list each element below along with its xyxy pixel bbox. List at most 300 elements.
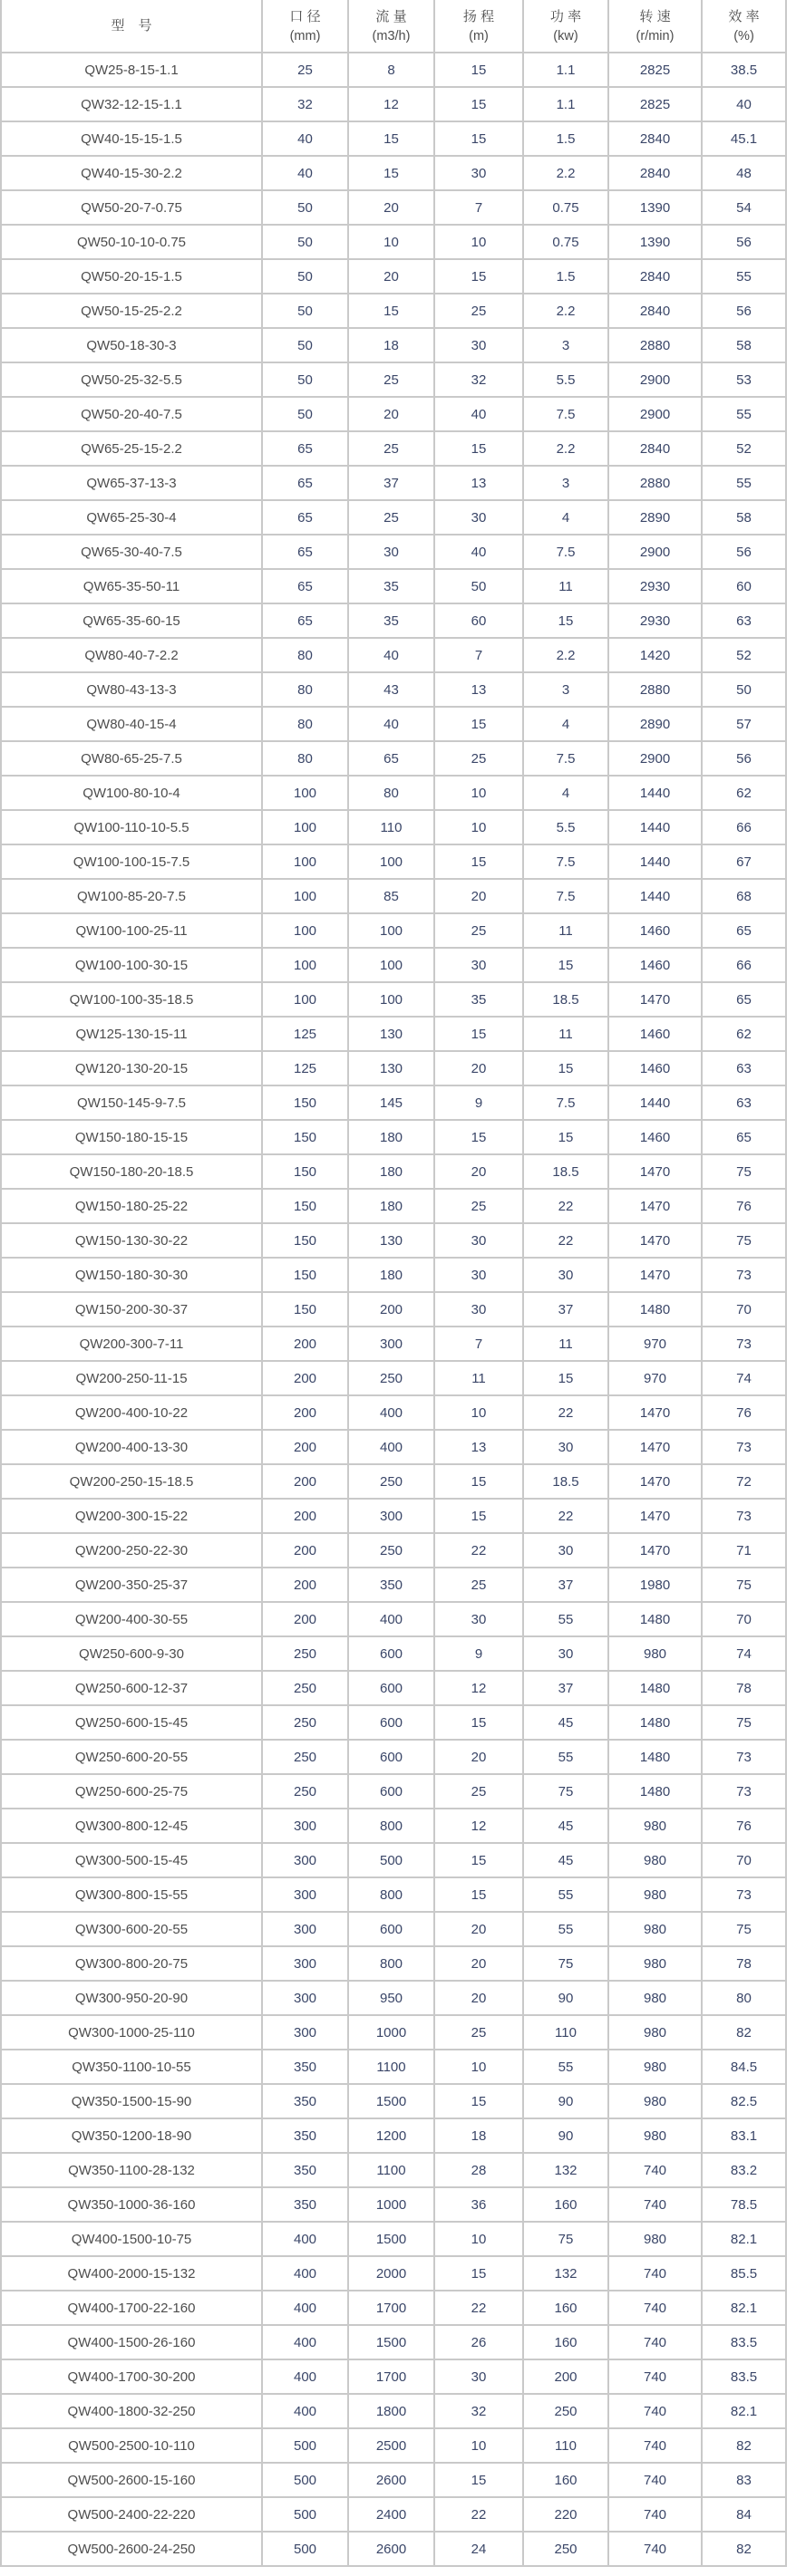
value-cell-flow: 250 xyxy=(348,1464,434,1499)
value-cell-flow: 15 xyxy=(348,156,434,190)
value-cell-power: 1.1 xyxy=(523,87,608,121)
value-cell-speed: 1460 xyxy=(608,1017,702,1051)
value-cell-head: 15 xyxy=(434,431,523,466)
value-cell-speed: 1470 xyxy=(608,1533,702,1568)
value-cell-speed: 980 xyxy=(608,2015,702,2050)
value-cell-diameter: 350 xyxy=(262,2187,348,2222)
value-cell-flow: 180 xyxy=(348,1258,434,1292)
model-cell: QW200-250-11-15 xyxy=(1,1361,262,1395)
value-cell-head: 10 xyxy=(434,810,523,844)
table-row xyxy=(1,2084,786,2118)
value-cell-efficiency: 73 xyxy=(702,1327,786,1361)
value-cell-head: 32 xyxy=(434,362,523,397)
value-cell-efficiency: 38.5 xyxy=(702,53,786,87)
table-row xyxy=(1,1740,786,1774)
value-cell-speed: 1470 xyxy=(608,1154,702,1189)
table-row xyxy=(1,707,786,741)
model-cell: QW350-1100-10-55 xyxy=(1,2050,262,2084)
model-cell: QW250-600-20-55 xyxy=(1,1740,262,1774)
value-cell-speed: 2880 xyxy=(608,672,702,707)
value-cell-diameter: 150 xyxy=(262,1258,348,1292)
value-cell-head: 15 xyxy=(434,844,523,879)
value-cell-speed: 2840 xyxy=(608,259,702,294)
value-cell-head: 25 xyxy=(434,913,523,948)
table-row xyxy=(1,1981,786,2015)
table-row xyxy=(1,1464,786,1499)
value-cell-speed: 2930 xyxy=(608,603,702,638)
table-row xyxy=(1,1189,786,1223)
value-cell-power: 4 xyxy=(523,500,608,535)
value-cell-diameter: 40 xyxy=(262,156,348,190)
value-cell-power: 160 xyxy=(523,2187,608,2222)
value-cell-diameter: 80 xyxy=(262,638,348,672)
value-cell-speed: 1440 xyxy=(608,810,702,844)
table-row xyxy=(1,1085,786,1120)
table-row xyxy=(1,1017,786,1051)
value-cell-speed: 980 xyxy=(608,1636,702,1671)
value-cell-diameter: 400 xyxy=(262,2222,348,2256)
value-cell-efficiency: 73 xyxy=(702,1877,786,1912)
value-cell-efficiency: 73 xyxy=(702,1774,786,1809)
value-cell-speed: 970 xyxy=(608,1361,702,1395)
table-row xyxy=(1,225,786,259)
value-cell-power: 2.2 xyxy=(523,294,608,328)
value-cell-diameter: 300 xyxy=(262,1877,348,1912)
value-cell-flow: 20 xyxy=(348,397,434,431)
value-cell-efficiency: 80 xyxy=(702,1981,786,2015)
value-cell-power: 45 xyxy=(523,1705,608,1740)
model-cell: QW100-100-15-7.5 xyxy=(1,844,262,879)
table-row xyxy=(1,1499,786,1533)
table-row xyxy=(1,638,786,672)
value-cell-diameter: 250 xyxy=(262,1705,348,1740)
value-cell-speed: 2930 xyxy=(608,569,702,603)
value-cell-power: 5.5 xyxy=(523,362,608,397)
value-cell-diameter: 100 xyxy=(262,948,348,982)
value-cell-power: 250 xyxy=(523,2532,608,2566)
column-header-speed xyxy=(608,0,702,53)
value-cell-speed: 970 xyxy=(608,1327,702,1361)
value-cell-efficiency: 58 xyxy=(702,328,786,362)
value-cell-speed: 2900 xyxy=(608,397,702,431)
value-cell-efficiency: 82.5 xyxy=(702,2084,786,2118)
value-cell-head: 30 xyxy=(434,1223,523,1258)
value-cell-flow: 180 xyxy=(348,1120,434,1154)
table-row xyxy=(1,1533,786,1568)
value-cell-efficiency: 73 xyxy=(702,1499,786,1533)
value-cell-speed: 1460 xyxy=(608,948,702,982)
value-cell-head: 11 xyxy=(434,1361,523,1395)
value-cell-diameter: 50 xyxy=(262,190,348,225)
value-cell-efficiency: 74 xyxy=(702,1361,786,1395)
value-cell-efficiency: 66 xyxy=(702,948,786,982)
value-cell-efficiency: 63 xyxy=(702,1085,786,1120)
model-cell: QW400-1500-10-75 xyxy=(1,2222,262,2256)
model-cell: QW300-800-20-75 xyxy=(1,1946,262,1981)
column-header-model xyxy=(1,0,262,53)
value-cell-head: 13 xyxy=(434,466,523,500)
value-cell-diameter: 200 xyxy=(262,1464,348,1499)
value-cell-power: 11 xyxy=(523,569,608,603)
value-cell-power: 2.2 xyxy=(523,156,608,190)
value-cell-efficiency: 82 xyxy=(702,2015,786,2050)
value-cell-head: 20 xyxy=(434,879,523,913)
model-cell: QW50-10-10-0.75 xyxy=(1,225,262,259)
value-cell-efficiency: 83 xyxy=(702,2463,786,2497)
value-cell-efficiency: 45.1 xyxy=(702,121,786,156)
value-cell-power: 18.5 xyxy=(523,1154,608,1189)
value-cell-flow: 20 xyxy=(348,190,434,225)
model-cell: QW300-950-20-90 xyxy=(1,1981,262,2015)
value-cell-diameter: 65 xyxy=(262,500,348,535)
value-cell-speed: 1390 xyxy=(608,190,702,225)
value-cell-head: 10 xyxy=(434,2222,523,2256)
value-cell-speed: 1470 xyxy=(608,1258,702,1292)
value-cell-flow: 2000 xyxy=(348,2256,434,2291)
value-cell-power: 132 xyxy=(523,2153,608,2187)
model-cell: QW400-2000-15-132 xyxy=(1,2256,262,2291)
model-cell: QW120-130-20-15 xyxy=(1,1051,262,1085)
value-cell-speed: 2900 xyxy=(608,741,702,776)
value-cell-power: 22 xyxy=(523,1395,608,1430)
value-cell-efficiency: 55 xyxy=(702,397,786,431)
value-cell-head: 25 xyxy=(434,2015,523,2050)
value-cell-power: 15 xyxy=(523,603,608,638)
value-cell-diameter: 100 xyxy=(262,810,348,844)
value-cell-head: 30 xyxy=(434,328,523,362)
value-cell-power: 75 xyxy=(523,1946,608,1981)
value-cell-diameter: 100 xyxy=(262,913,348,948)
column-unit: (mm) xyxy=(289,28,321,43)
value-cell-head: 15 xyxy=(434,2463,523,2497)
value-cell-speed: 1480 xyxy=(608,1671,702,1705)
value-cell-speed: 1460 xyxy=(608,913,702,948)
value-cell-diameter: 300 xyxy=(262,1981,348,2015)
value-cell-flow: 85 xyxy=(348,879,434,913)
value-cell-power: 132 xyxy=(523,2256,608,2291)
value-cell-head: 24 xyxy=(434,2532,523,2566)
value-cell-efficiency: 75 xyxy=(702,1568,786,1602)
table-row xyxy=(1,1223,786,1258)
model-cell: QW80-65-25-7.5 xyxy=(1,741,262,776)
model-cell: QW125-130-15-11 xyxy=(1,1017,262,1051)
table-row xyxy=(1,2222,786,2256)
value-cell-power: 3 xyxy=(523,328,608,362)
table-row xyxy=(1,776,786,810)
table-row xyxy=(1,362,786,397)
value-cell-power: 11 xyxy=(523,1017,608,1051)
value-cell-speed: 740 xyxy=(608,2497,702,2532)
value-cell-power: 55 xyxy=(523,1912,608,1946)
value-cell-flow: 800 xyxy=(348,1946,434,1981)
value-cell-flow: 800 xyxy=(348,1877,434,1912)
value-cell-speed: 1480 xyxy=(608,1705,702,1740)
value-cell-head: 10 xyxy=(434,1395,523,1430)
model-cell: QW300-1000-25-110 xyxy=(1,2015,262,2050)
value-cell-efficiency: 83.5 xyxy=(702,2325,786,2359)
value-cell-diameter: 100 xyxy=(262,844,348,879)
value-cell-flow: 1700 xyxy=(348,2359,434,2394)
table-row xyxy=(1,603,786,638)
value-cell-power: 55 xyxy=(523,1602,608,1636)
table-row xyxy=(1,1636,786,1671)
model-cell: QW200-250-15-18.5 xyxy=(1,1464,262,1499)
value-cell-flow: 600 xyxy=(348,1740,434,1774)
value-cell-power: 45 xyxy=(523,1809,608,1843)
table-row xyxy=(1,879,786,913)
value-cell-flow: 800 xyxy=(348,1809,434,1843)
value-cell-efficiency: 75 xyxy=(702,1223,786,1258)
model-cell: QW250-600-9-30 xyxy=(1,1636,262,1671)
value-cell-head: 12 xyxy=(434,1809,523,1843)
value-cell-power: 18.5 xyxy=(523,1464,608,1499)
value-cell-efficiency: 73 xyxy=(702,1258,786,1292)
value-cell-efficiency: 83.2 xyxy=(702,2153,786,2187)
value-cell-speed: 740 xyxy=(608,2256,702,2291)
value-cell-diameter: 500 xyxy=(262,2428,348,2463)
value-cell-diameter: 65 xyxy=(262,535,348,569)
value-cell-efficiency: 82.1 xyxy=(702,2291,786,2325)
value-cell-power: 55 xyxy=(523,1877,608,1912)
model-cell: QW50-20-15-1.5 xyxy=(1,259,262,294)
value-cell-head: 15 xyxy=(434,1464,523,1499)
model-cell: QW80-40-15-4 xyxy=(1,707,262,741)
value-cell-flow: 2600 xyxy=(348,2463,434,2497)
value-cell-head: 15 xyxy=(434,2256,523,2291)
value-cell-efficiency: 67 xyxy=(702,844,786,879)
value-cell-power: 22 xyxy=(523,1499,608,1533)
value-cell-diameter: 25 xyxy=(262,53,348,87)
value-cell-power: 1.5 xyxy=(523,259,608,294)
value-cell-flow: 1100 xyxy=(348,2153,434,2187)
value-cell-diameter: 150 xyxy=(262,1292,348,1327)
value-cell-diameter: 200 xyxy=(262,1602,348,1636)
value-cell-power: 75 xyxy=(523,1774,608,1809)
value-cell-efficiency: 75 xyxy=(702,1705,786,1740)
value-cell-speed: 740 xyxy=(608,2153,702,2187)
value-cell-diameter: 250 xyxy=(262,1740,348,1774)
value-cell-diameter: 65 xyxy=(262,569,348,603)
value-cell-power: 37 xyxy=(523,1568,608,1602)
value-cell-diameter: 200 xyxy=(262,1499,348,1533)
value-cell-flow: 600 xyxy=(348,1671,434,1705)
value-cell-speed: 1480 xyxy=(608,1602,702,1636)
table-row xyxy=(1,948,786,982)
model-cell: QW400-1800-32-250 xyxy=(1,2394,262,2428)
table-row xyxy=(1,328,786,362)
model-cell: QW200-400-13-30 xyxy=(1,1430,262,1464)
value-cell-head: 7 xyxy=(434,190,523,225)
model-cell: QW150-180-15-15 xyxy=(1,1120,262,1154)
model-cell: QW200-300-15-22 xyxy=(1,1499,262,1533)
model-cell: QW500-2500-10-110 xyxy=(1,2428,262,2463)
value-cell-efficiency: 82 xyxy=(702,2428,786,2463)
value-cell-flow: 25 xyxy=(348,500,434,535)
value-cell-flow: 1500 xyxy=(348,2084,434,2118)
value-cell-speed: 2890 xyxy=(608,500,702,535)
model-cell: QW250-600-12-37 xyxy=(1,1671,262,1705)
model-cell: QW100-80-10-4 xyxy=(1,776,262,810)
value-cell-diameter: 50 xyxy=(262,225,348,259)
table-row xyxy=(1,2532,786,2566)
value-cell-flow: 100 xyxy=(348,844,434,879)
value-cell-diameter: 50 xyxy=(262,397,348,431)
value-cell-flow: 2400 xyxy=(348,2497,434,2532)
value-cell-diameter: 80 xyxy=(262,741,348,776)
value-cell-speed: 980 xyxy=(608,2084,702,2118)
table-row xyxy=(1,1843,786,1877)
value-cell-power: 4 xyxy=(523,776,608,810)
value-cell-diameter: 150 xyxy=(262,1085,348,1120)
value-cell-power: 90 xyxy=(523,1981,608,2015)
value-cell-speed: 1460 xyxy=(608,1120,702,1154)
value-cell-diameter: 200 xyxy=(262,1361,348,1395)
value-cell-flow: 200 xyxy=(348,1292,434,1327)
value-cell-diameter: 400 xyxy=(262,2291,348,2325)
table-row xyxy=(1,121,786,156)
value-cell-diameter: 50 xyxy=(262,328,348,362)
value-cell-head: 22 xyxy=(434,2291,523,2325)
table-row xyxy=(1,1877,786,1912)
value-cell-flow: 400 xyxy=(348,1430,434,1464)
value-cell-flow: 37 xyxy=(348,466,434,500)
value-cell-efficiency: 50 xyxy=(702,672,786,707)
value-cell-speed: 1470 xyxy=(608,1430,702,1464)
value-cell-head: 10 xyxy=(434,225,523,259)
value-cell-diameter: 80 xyxy=(262,707,348,741)
value-cell-diameter: 500 xyxy=(262,2463,348,2497)
value-cell-diameter: 250 xyxy=(262,1671,348,1705)
value-cell-speed: 1980 xyxy=(608,1568,702,1602)
column-header-efficiency xyxy=(702,0,786,53)
value-cell-efficiency: 83.1 xyxy=(702,2118,786,2153)
table-row xyxy=(1,2394,786,2428)
table-row xyxy=(1,2153,786,2187)
model-cell: QW150-130-30-22 xyxy=(1,1223,262,1258)
table-row xyxy=(1,2187,786,2222)
value-cell-flow: 1100 xyxy=(348,2050,434,2084)
value-cell-efficiency: 57 xyxy=(702,707,786,741)
value-cell-efficiency: 75 xyxy=(702,1912,786,1946)
value-cell-diameter: 250 xyxy=(262,1774,348,1809)
value-cell-efficiency: 63 xyxy=(702,603,786,638)
value-cell-speed: 1470 xyxy=(608,1395,702,1430)
value-cell-power: 220 xyxy=(523,2497,608,2532)
value-cell-power: 37 xyxy=(523,1671,608,1705)
table-row xyxy=(1,2428,786,2463)
table-row xyxy=(1,2256,786,2291)
value-cell-diameter: 400 xyxy=(262,2256,348,2291)
model-cell: QW80-40-7-2.2 xyxy=(1,638,262,672)
value-cell-head: 25 xyxy=(434,741,523,776)
value-cell-flow: 250 xyxy=(348,1361,434,1395)
value-cell-head: 15 xyxy=(434,2084,523,2118)
value-cell-speed: 980 xyxy=(608,2222,702,2256)
model-cell: QW80-43-13-3 xyxy=(1,672,262,707)
value-cell-flow: 350 xyxy=(348,1568,434,1602)
model-cell: QW25-8-15-1.1 xyxy=(1,53,262,87)
value-cell-head: 15 xyxy=(434,1017,523,1051)
value-cell-head: 25 xyxy=(434,1568,523,1602)
value-cell-diameter: 400 xyxy=(262,2359,348,2394)
model-cell: QW65-35-60-15 xyxy=(1,603,262,638)
table-row xyxy=(1,2497,786,2532)
value-cell-speed: 1470 xyxy=(608,1499,702,1533)
value-cell-power: 18.5 xyxy=(523,982,608,1017)
value-cell-head: 26 xyxy=(434,2325,523,2359)
table-row xyxy=(1,431,786,466)
value-cell-head: 22 xyxy=(434,1533,523,1568)
value-cell-speed: 2900 xyxy=(608,535,702,569)
value-cell-speed: 1470 xyxy=(608,1189,702,1223)
table-row xyxy=(1,500,786,535)
model-cell: QW50-25-32-5.5 xyxy=(1,362,262,397)
value-cell-power: 110 xyxy=(523,2015,608,2050)
value-cell-power: 15 xyxy=(523,948,608,982)
value-cell-head: 13 xyxy=(434,672,523,707)
value-cell-power: 90 xyxy=(523,2084,608,2118)
value-cell-efficiency: 56 xyxy=(702,741,786,776)
value-cell-head: 40 xyxy=(434,535,523,569)
value-cell-flow: 130 xyxy=(348,1017,434,1051)
value-cell-speed: 2900 xyxy=(608,362,702,397)
value-cell-diameter: 150 xyxy=(262,1120,348,1154)
value-cell-diameter: 40 xyxy=(262,121,348,156)
value-cell-flow: 600 xyxy=(348,1912,434,1946)
value-cell-speed: 1440 xyxy=(608,1085,702,1120)
value-cell-head: 10 xyxy=(434,2050,523,2084)
value-cell-power: 7.5 xyxy=(523,741,608,776)
model-cell: QW350-1000-36-160 xyxy=(1,2187,262,2222)
model-cell: QW200-250-22-30 xyxy=(1,1533,262,1568)
value-cell-efficiency: 56 xyxy=(702,225,786,259)
value-cell-flow: 1500 xyxy=(348,2325,434,2359)
value-cell-flow: 500 xyxy=(348,1843,434,1877)
model-cell: QW100-100-25-11 xyxy=(1,913,262,948)
model-cell: QW100-100-35-18.5 xyxy=(1,982,262,1017)
value-cell-diameter: 32 xyxy=(262,87,348,121)
model-cell: QW50-20-7-0.75 xyxy=(1,190,262,225)
value-cell-head: 30 xyxy=(434,1258,523,1292)
model-cell: QW300-500-15-45 xyxy=(1,1843,262,1877)
value-cell-efficiency: 76 xyxy=(702,1809,786,1843)
value-cell-head: 20 xyxy=(434,1981,523,2015)
model-cell: QW300-800-15-55 xyxy=(1,1877,262,1912)
value-cell-head: 20 xyxy=(434,1912,523,1946)
value-cell-speed: 740 xyxy=(608,2463,702,2497)
value-cell-diameter: 350 xyxy=(262,2153,348,2187)
value-cell-speed: 740 xyxy=(608,2532,702,2566)
value-cell-power: 160 xyxy=(523,2463,608,2497)
value-cell-efficiency: 62 xyxy=(702,1017,786,1051)
value-cell-diameter: 400 xyxy=(262,2394,348,2428)
value-cell-power: 4 xyxy=(523,707,608,741)
table-row xyxy=(1,87,786,121)
column-label: 口 径 xyxy=(289,8,321,24)
value-cell-speed: 740 xyxy=(608,2325,702,2359)
value-cell-flow: 10 xyxy=(348,225,434,259)
value-cell-efficiency: 73 xyxy=(702,1430,786,1464)
value-cell-efficiency: 70 xyxy=(702,1292,786,1327)
model-cell: QW200-350-25-37 xyxy=(1,1568,262,1602)
value-cell-diameter: 150 xyxy=(262,1223,348,1258)
value-cell-efficiency: 63 xyxy=(702,1051,786,1085)
value-cell-flow: 20 xyxy=(348,259,434,294)
value-cell-flow: 80 xyxy=(348,776,434,810)
value-cell-speed: 740 xyxy=(608,2394,702,2428)
table-row xyxy=(1,1809,786,1843)
value-cell-efficiency: 54 xyxy=(702,190,786,225)
